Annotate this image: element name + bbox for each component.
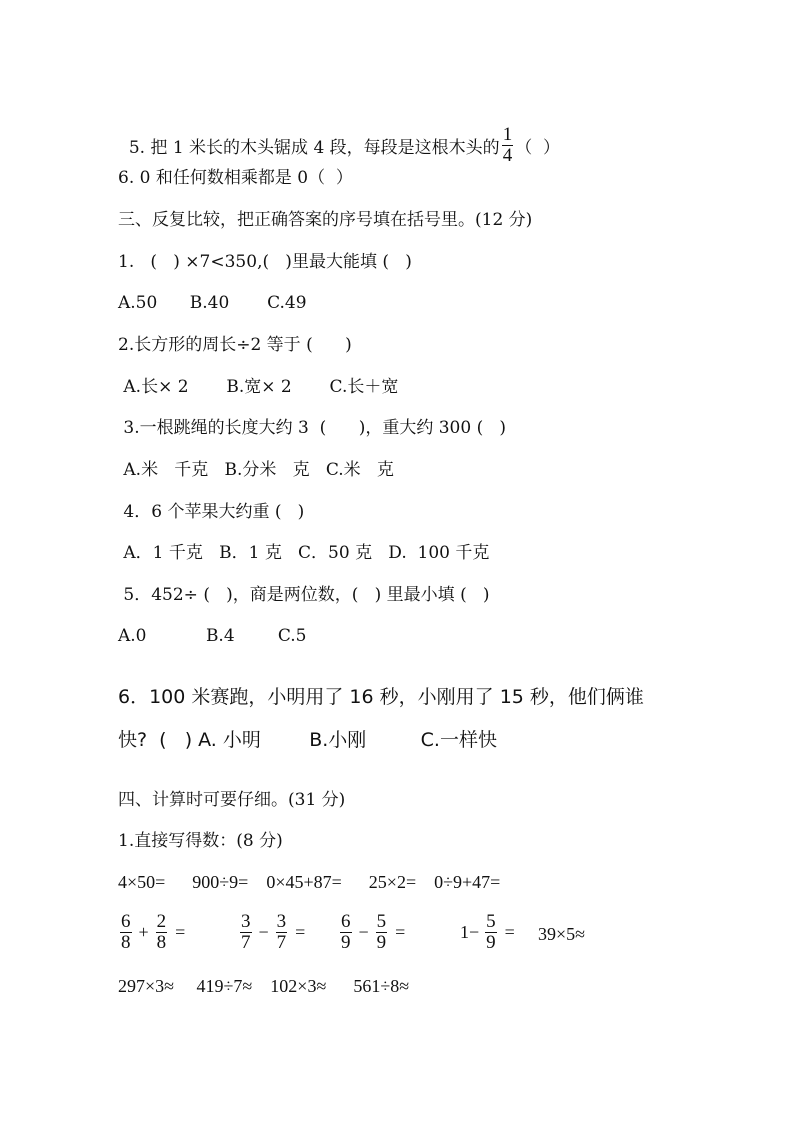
equals: = [395, 922, 406, 943]
choice-q2-options: A.长× 2 B.宽× 2 C.长＋宽 [118, 377, 399, 397]
fraction-problem [338, 912, 405, 953]
denominator: 7 [241, 931, 251, 953]
choice-q1: 1. ( ) ×7<350,( )里最大能填 ( ) [118, 252, 412, 272]
denominator: 9 [341, 931, 351, 953]
section-3-heading: 三、反复比较，把正确答案的序号填在括号里。(12 分) [118, 210, 533, 230]
choice-q6-options: 快? ( ) A. 小明 B.小刚 C.一样快 [118, 729, 497, 751]
denominator: 4 [502, 144, 513, 166]
oral-calc-row-1: 4×50= 900÷9= 0×45+87= 25×2= 0÷9+47= [118, 872, 501, 892]
denominator: 7 [276, 931, 287, 953]
choice-q4: 4．6 个苹果大约重 ( ) [118, 502, 305, 522]
numerator: 5 [376, 911, 387, 932]
choice-q4-options: A．1 千克 B．1 克 C．50 克 D. 100 千克 [118, 543, 490, 563]
question-text: 5. 把 1 米长的木头锯成 4 段，每段是这根木头的 [128, 137, 500, 158]
choice-q3: 3.一根跳绳的长度大约 3 ( )，重大约 300 ( ) [118, 418, 507, 438]
numerator: 6 [121, 911, 131, 932]
choice-q6: 6．100 米赛跑，小明用了 16 秒，小刚用了 15 秒，他们俩谁 [118, 686, 644, 708]
operator: + [138, 922, 149, 943]
equals: = [175, 922, 186, 943]
fraction-calc-row [118, 912, 678, 956]
denominator: 8 [121, 931, 131, 953]
choice-q3-options: A.米 千克 B.分米 克 C.米 克 [118, 460, 394, 480]
choice-q5-options: A.0 B.4 C.5 [118, 626, 307, 646]
fraction-problem [460, 912, 515, 953]
fraction [502, 125, 514, 166]
section-4-heading: 四、计算时可要仔细。(31 分) [118, 790, 346, 810]
oral-calc-row-3: 297×3≈ 419÷7≈ 102×3≈ 561÷8≈ [118, 976, 410, 996]
denominator: 9 [486, 931, 496, 953]
denominator: 8 [156, 931, 167, 953]
equals: = [295, 922, 306, 943]
subsection-1-heading: 1.直接写得数：(8 分) [118, 831, 283, 851]
choice-q1-options: A.50 B.40 C.49 [118, 293, 307, 313]
numerator: 5 [486, 911, 496, 932]
choice-q2: 2.长方形的周长÷2 等于 ( ) [118, 335, 352, 355]
estimate-problem: 39×5≈ [538, 924, 586, 944]
denominator: 9 [376, 931, 387, 953]
operator: − [358, 922, 369, 943]
numerator: 2 [156, 911, 167, 932]
numerator: 3 [241, 911, 251, 932]
choice-q5: 5．452÷ ( )，商是两位数，( ) 里最小填 ( ) [118, 585, 490, 605]
equals: = [504, 922, 515, 943]
minuend: 1− [460, 922, 480, 943]
answer-blank: （ ） [515, 137, 560, 158]
fraction-problem [238, 912, 305, 953]
numerator: 3 [276, 911, 287, 932]
numerator: 6 [341, 911, 351, 932]
fraction-problem [118, 912, 185, 953]
numerator: 1 [502, 124, 513, 145]
question-5 [118, 114, 560, 166]
question-6: 6. 0 和任何数相乘都是 0（ ） [118, 168, 353, 188]
operator: − [258, 922, 269, 943]
